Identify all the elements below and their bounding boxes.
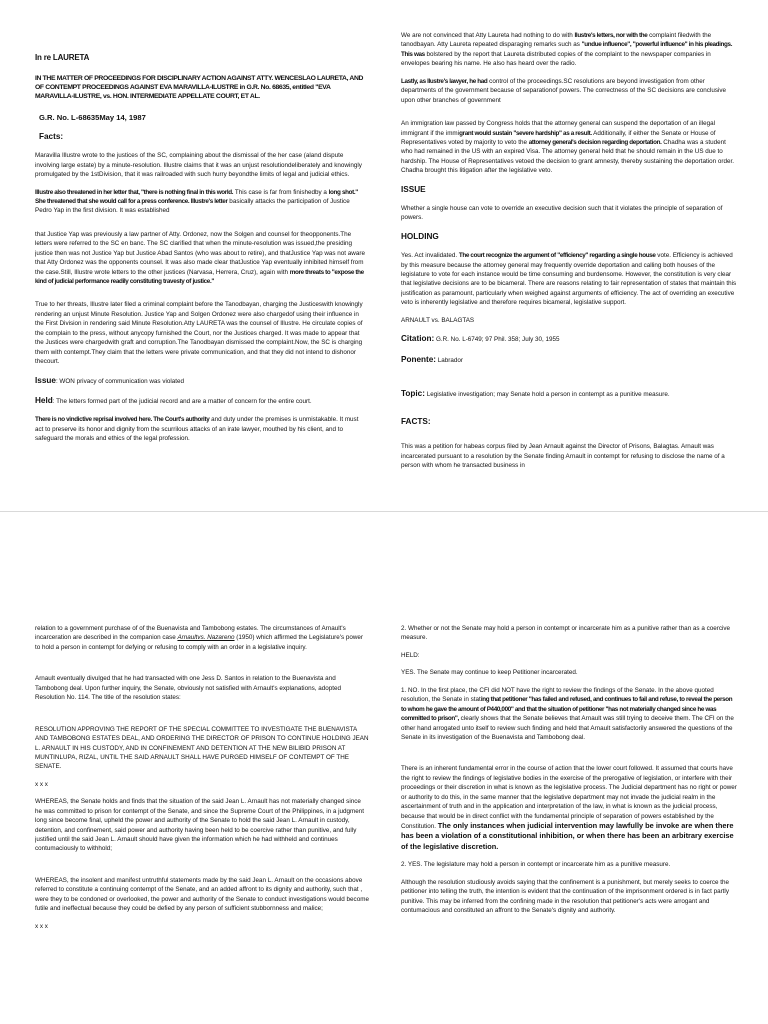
body-text: that Justice Yap was previously a law partner of Atty. Ordonez, now the Solgen and counsel for theopponents.The letters were referred to the SC en banc. The SC clarified that when the minute-resolution was issued,the presiding justice then was not Justice Yap but Justice Abad Santos (who was about to retire), and thatJustice Yap was not aware that Atty Ordonez was the opponents counsel. It was also made clear thatJustice Yap eventually inhibited himself from the case.Still, Illustre wrote letters to the other justices (Narvasa, Herrera, Cruz), again with [35, 230, 365, 276]
emphasis-text: Ilustre's letters, nor with the [574, 32, 648, 39]
ellipsis-1: x x x [35, 780, 48, 788]
held-line [35, 395, 367, 407]
emphasis-text: grant would sustain "severe hardship" as a result. [459, 129, 592, 137]
answer-1-paragraph [401, 686, 737, 743]
case-title: In re LAURETA [35, 53, 90, 62]
issue-heading: ISSUE [401, 184, 426, 194]
emphasis-text: ing that petitioner "has failed and refused, and continues to fail and refuse, to reveal the person to whom he gave the amount of P440,000" and that the situation of petitioner "has not materially changed since he was committed to prison", [401, 696, 733, 723]
facts2-heading: FACTS: [401, 417, 431, 427]
citation-line [401, 333, 739, 345]
document-page-2 [0, 512, 768, 1024]
facts-paragraph-2 [35, 188, 367, 216]
page2-left-column [35, 512, 369, 1024]
case-caption: IN THE MATTER OF PROCEEDINGS FOR DISCIPLINARY ACTION AGAINST ATTY. WENCESLAO LAURETA, AND OF CONTEMPT PROCEEDINGS AGAINST EVA MARAVILLA-ILUSTRE in G.R. No. 68635, entitled "EVA MARAVILLA-ILUSTRE, vs. HON. INTERMEDIATE APPELLATE COURT, ET AL. [35, 75, 364, 101]
body-text: 1. NO. In the first place, the CFI did NOT have the right to review the findings of the Senate. In the above quoted resolution, the Senate in stat [401, 686, 714, 704]
answer-2-paragraph: 2. YES. The legislature may hold a person in contempt or incarcerate him as a punitive measure. [401, 861, 671, 869]
holding-heading: HOLDING [401, 231, 439, 241]
emphasis-text: "undue influence", "powerful influence" in his pleadings. This was [401, 41, 733, 58]
emphasis-text: Lastly, as Ilustre's lawyer, he had [401, 77, 488, 85]
issue-text: : WON privacy of communication was violated [55, 377, 185, 385]
gr-number: G.R. No. L-68635May 14, 1987 [39, 112, 146, 122]
holding-paragraph [401, 251, 739, 308]
ellipsis-2: x x x [35, 922, 48, 930]
citation-label: Citation: [401, 334, 435, 344]
topic-line [401, 388, 739, 400]
body-text: Chadha was a student who had remained in the US with an expired Visa. The attorney general held that he should remain in the US due to hardship. The House of Representatives vetoed the decision to grant amnesty, thereby sustaining the deportation order. Chadha brought this litigation after the legislative veto. [401, 138, 735, 175]
body-text: This case is far from finishedby a [233, 188, 329, 196]
body-text: basically attacks the participation of Justice Pedro Yap in the first division. It was established [35, 197, 350, 215]
emphasis-text: long shot." She threatened that she would call for a press conference. Illustre's letter [35, 188, 358, 205]
body-text: There is an inherent fundamental error in the course of action that the lower court followed. It assumed that courts have the right to review the findings of legislative bodies in the exercise of the prerogative of legislation, or interfere with their proceedings or their discretion in what is known as the legislative process. The Judicial department has no right or power or authority to do this, in the same manner that the legislative department may not invade the judicial realm in the ascertainment of truth and in the application and interpretation of the law, in what is known as the judicial process, because that would be in direct conflict with the fundamental principle of separation of powers established by the Constitution. [401, 765, 737, 830]
divulged-paragraph: Arnault eventually divulged that he had transacted with one Jess D. Santos in relation to the Buenavista and Tambobong deal. Upon further inquiry, the Senate, obviously not satisfied with Arnault's explanations, adopted Resolution No. 114. The title of the resolution states: [35, 675, 341, 702]
body-text: and duty under the premises is unmistakable. It must act to preserve its honor and dignity from the scurrilous attacks of an irate lawyer, mouthed by his client, and to safeguard the morals and ethics of the legal profession. [35, 416, 359, 442]
body-text: Yes. Act invalidated. [401, 252, 459, 260]
facts-heading: Facts: [39, 131, 64, 141]
body-text: clearly shows that the Senate believes that Arnault was still trying to deceive them. The CFI on the other hand arrogated unto itself to review such finding and held that Arnault satisfactorily answered the questions of the Senate in its investigation of the Buenavista and Tambobong deal. [401, 715, 734, 741]
immigration-paragraph [401, 119, 739, 176]
body-text: bolstered by the report that Laureta distributed copies of the complaint to the newspaper companies in envelopes bearing his name. He also has heard over the radio. [401, 50, 711, 68]
facts-paragraph-3 [35, 230, 367, 287]
emphasis-text: There is no vindictive reprisal involved here. The Court's authority [35, 416, 210, 424]
topic-text: Legislative investigation; may Senate hold a person in contempt as a punitive measure. [424, 390, 670, 398]
facts2-paragraph: This was a petition for habeas corpus filed by Jean Arnault against the Director of Prisons, Balagtas. Arnault was incarcerated pursuant to a resolution by the Senate finding Arnault in contempt for refusing to disclose the name of a person with whom he transacted business in [401, 443, 725, 470]
body-text: vote. Efficiency is achieved by this measure because the attorney general may frequently override deportation and calling both houses of the legislature to vote for each instance would be time consuming and burdensome. However, the constitution is very clear that legislative decisions are to be bicameral. There are reasons relating to fair representation of states that maintain this justification as paramount, particularly when weighed against arguments of efficiency. The act of overriding an executive veto is inherently legislative and therefore requires bicameral, legislative support. [401, 252, 737, 307]
body-text: complaint filedwith the tanodbayan. Atty Laureta repeated disparaging remarks such as [401, 32, 712, 49]
case2-title: ARNAULT vs. BALAGTAS [401, 316, 475, 324]
ponente-text: Labrador [436, 356, 463, 364]
body-text: (1950) which affirmed the Legislature's power to hold a person in contempt for defying or refusing to comply with an order in a legislative inquiry. [35, 634, 364, 651]
whereas-paragraph-1: WHEREAS, the Senate holds and finds that the situation of the said Jean L. Arnault has not materially changed since he was committed to prison for contempt of the Senate, and since the Supreme Court of the Philippines, in a judgment long since become final, upheld the power and authority of the Senate to hold the said Jean L. Arnault in custody, detention, and confinement, said power and authority having been held to be coercive rather than punitive, and fully justified until the said Jean L. Arnault should have given the information which he had withheld and continues contumaciously to withhold; [35, 798, 365, 853]
body-text: relation to a government purchase of of the Buenavista and Tambobong estates. The circumstances of Arnault's incarceration are described in the companion case [35, 625, 346, 642]
whereas-paragraph-2: WHEREAS, the insolent and manifest untruthful statements made by the said Jean L. Arnault on the occasions above referred to constitute a continuing contempt of the Senate, and an added affront to its dignity and authority, such that , were they to be condoned or overlooked, the power and authority of the Senate to conduct investigations would become futile and ineffectual because they could be defied by any person of sufficient stubbornness and malice; [35, 876, 369, 913]
body-text: control of the proceedings.SC resolutions are beyond investigation from other departments of the government because of separationof powers. The correctness of the SC decisions are conclusive upon other branches of government [401, 77, 727, 104]
relation-paragraph [35, 624, 369, 652]
facts-paragraph-4: True to her threats, Illustre later filed a criminal complaint before the Tanodbayan, charging the Justiceswith knowingly rendering an unjust Minute Resolution. Justice Yap and Solgen Ordonez were also chargedof using their influence in the First Division in rendering said Minute Resolution.Atty LAURETA was the counsel of Illustre. He circulate copies of the complain to the press, without anycopy furnished the Court, nor the Justices charged. It was made to appear that the Justices were chargedwith graft and corruption.The Tanodbayan dismissed the complaint.Now, the SC is charging them with contempt.They claim that the letters were private communication, and that they did not intend to dishonor thecourt. [35, 301, 363, 366]
body-text: We are not convinced that Atty Laureta had nothing to do with [401, 32, 575, 39]
laureta-paragraph [401, 31, 739, 69]
citation-text: G.R. No. L-6749; 97 Phil. 358; July 30, 1955 [434, 336, 560, 344]
body-text: Additionally, if either the Senate or House of Representatives voted by majority to veto the [401, 129, 716, 146]
facts-paragraph-1: Maravilla Illustre wrote to the justices of the SC, complaining about the dismissal of the her case (aland dispute involving large estate) by a minute-resolution. Illustre claims that it was an unjust resolutiondeliberately and knowingly promulgated by the 1stDivision, that it was railroaded with such hurry beyondthe limits of legal and judicial ethics. [35, 152, 362, 179]
ponente-label: Ponente: [401, 354, 437, 364]
error-paragraph [401, 764, 737, 852]
page1-right-column [401, 0, 739, 512]
body-text: An immigration law passed by Congress holds that the attorney general can suspend the deportation of an illegal immigrant if the immi [401, 120, 715, 137]
held-summary: YES. The Senate may continue to keep Petitioner incarcerated. [401, 669, 578, 677]
page2-right-column [401, 512, 737, 1024]
control-paragraph [401, 77, 739, 105]
question-2: 2. Whether or not the Senate may hold a person in contempt or incarcerate him as a punitive rather than as a coercive measure. [401, 625, 731, 642]
issue-line [35, 375, 367, 387]
held-label: Held [35, 395, 53, 405]
issue-paragraph: Whether a single house can vote to override an executive decision such that it violates the principle of separation of powers. [401, 204, 723, 222]
emphasis-text: The court recognize the argument of "efficiency" regarding a single house [458, 252, 656, 260]
emphasis-text: more threats to "expose the kind of judicial performance readily constituting travesty of justice." [35, 268, 364, 286]
held-heading: HELD: [401, 651, 420, 659]
resolution-title: RESOLUTION APPROVING THE REPORT OF THE SPECIAL COMMITTEE TO INVESTIGATE THE BUENAVISTA AND TAMBOBONG ESTATES DEAL, AND ORDERING THE DIRECTOR OF PRISON TO CONTINUE HOLDING JEAN L. ARNAULT IN HIS CUSTODY, AND IN CONFINEMENT AND DETENTION AT THE NEW BILIBID PRISON AT MUNTINLUPA, RIZAL, UNTIL THE SAID ARNAULT SHALL HAVE PURGED HIMSELF OF CONTEMPT OF THE SENATE. [35, 725, 369, 771]
page1-left-column [35, 0, 367, 512]
issue-label: Issue [35, 375, 56, 385]
topic-label: Topic: [401, 388, 425, 398]
emphasis-text: attorney general's decision regarding deportation. [528, 138, 662, 146]
held-paragraph [35, 415, 367, 443]
emphasis-text: Illustre also threatened in her letter that, "there is nothing final in this world. [35, 188, 234, 196]
punitive-paragraph: Although the resolution studiously avoids saying that the confinement is a punishment, but merely seeks to coerce the petitioner into telling the truth, the intention is evident that the continuation of the imprisonment ordered is in fact partly punitive. This may be inferred from the confining made in the resolution that petitioner's acts were arrogant and contumacious and constituted an affront to the Senate's dignity and authority. [401, 878, 729, 915]
case-citation-link[interactable]: Arnaultvs. Nazareno [177, 634, 235, 642]
ponente-line [401, 354, 739, 366]
held-text: : The letters formed part of the judicial record and are a matter of concern for the entire court. [52, 397, 312, 405]
emphasis-text: The only instances when judicial intervention may lawfully be invoke are when there has been a violation of a constitutional inhibition, or when there has been an arbitrary exercise of the legislative discretion. [401, 821, 734, 851]
